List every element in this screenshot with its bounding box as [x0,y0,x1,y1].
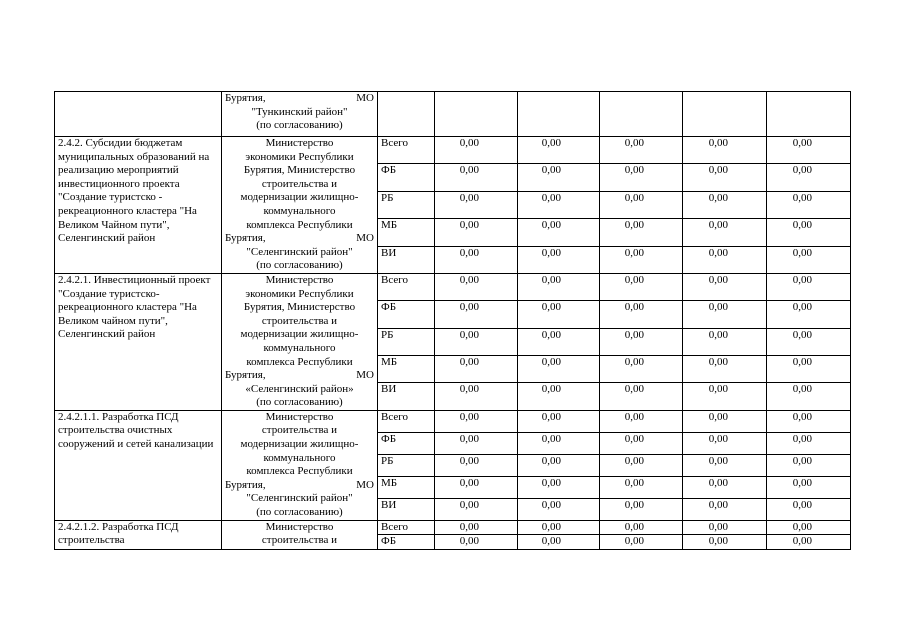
executor-line: (по согласованию) [256,119,343,132]
value-cell: 0,00 [767,246,851,272]
executor-line: Бурятия, Министерство [243,301,356,314]
executor-line: «Селенгинский район» [245,382,354,395]
executor-cell [222,520,378,549]
value-cell: 0,00 [435,432,518,454]
value-cell: 0,00 [435,246,518,272]
value-cell: 0,00 [518,535,600,549]
value-cell: 0,00 [683,137,767,164]
value-cell: 0,00 [518,191,600,218]
empty-cell [767,92,851,137]
value-cell: 0,00 [435,520,518,535]
value-cell: 0,00 [683,164,767,191]
value-cell: 0,00 [767,476,851,498]
fund-label: МБ [378,219,435,246]
value-cell: 0,00 [683,498,767,519]
executor-line: Министерство [265,410,334,423]
value-cell: 0,00 [600,164,683,191]
value-cell: 0,00 [683,432,767,454]
item-name-cell: 2.4.2.1.1. Разработка ПСД строительства очистных сооружений и сетей канализации [55,410,222,520]
value-cell: 0,00 [683,535,767,549]
executor-line: "Селенгинский район" [246,492,353,505]
value-cell: 0,00 [435,383,518,409]
item-name-cell: 2.4.2.1.2. Разработка ПСД строительства [55,520,222,549]
value-cell: 0,00 [600,273,683,300]
fund-label: МБ [378,476,435,498]
executor-line: комплекса Республики [246,218,353,231]
value-cell: 0,00 [600,498,683,519]
fund-label: Всего [378,520,435,535]
value-cell: 0,00 [600,476,683,498]
empty-cell [683,549,767,550]
value-cell: 0,00 [683,454,767,476]
value-cell: 0,00 [518,301,600,328]
value-cell: 0,00 [435,191,518,218]
value-cell: 0,00 [767,328,851,355]
item-name-cell: 2.4.2.1. Инвестиционный проект "Создание туристско-рекреационного кластера "На Великом чайном пути", Селенгинский район [55,273,222,410]
executor-line: Бурятия, МО [225,232,374,245]
value-cell: 0,00 [683,273,767,300]
table-row [55,410,851,432]
value-cell: 0,00 [518,498,600,519]
empty-cell [518,92,600,137]
value-cell: 0,00 [600,219,683,246]
executor-line: Бурятия, МО [225,369,374,382]
empty-cell [378,549,435,550]
value-cell: 0,00 [600,454,683,476]
fund-label: ФБ [378,432,435,454]
executor-line: "Тункинский район" [251,105,348,118]
value-cell: 0,00 [518,383,600,409]
value-cell: 0,00 [767,520,851,535]
executor-line: строительства и [261,424,338,437]
executor-line: (по согласованию) [256,396,343,409]
value-cell: 0,00 [767,164,851,191]
value-cell: 0,00 [518,137,600,164]
value-cell: 0,00 [600,356,683,383]
fund-label: ВИ [378,246,435,272]
fund-label: ФБ [378,301,435,328]
value-cell: 0,00 [518,454,600,476]
value-cell: 0,00 [518,328,600,355]
value-cell: 0,00 [767,454,851,476]
executor-cell [222,137,378,274]
empty-cell [435,549,518,550]
table-body [55,92,851,550]
value-cell: 0,00 [683,301,767,328]
executor-line: "Селенгинский район" [246,245,353,258]
executor-line: строительства и [261,534,338,547]
executor-line: коммунального [263,451,336,464]
value-cell: 0,00 [435,164,518,191]
value-cell: 0,00 [600,246,683,272]
executor-line: Министерство [265,137,334,149]
value-cell: 0,00 [767,498,851,519]
empty-cell [767,549,851,550]
fund-label: Всего [378,273,435,300]
value-cell: 0,00 [600,328,683,355]
value-cell: 0,00 [683,476,767,498]
value-cell: 0,00 [600,137,683,164]
value-cell: 0,00 [767,191,851,218]
value-cell: 0,00 [518,273,600,300]
value-cell: 0,00 [767,383,851,409]
value-cell: 0,00 [600,432,683,454]
executor-line: комплекса Республики [246,465,353,478]
value-cell: 0,00 [435,301,518,328]
value-cell: 0,00 [518,246,600,272]
value-cell: 0,00 [767,137,851,164]
value-cell: 0,00 [435,476,518,498]
value-cell: 0,00 [600,383,683,409]
executor-line: коммунального [263,204,336,217]
fund-label: ФБ [378,535,435,549]
value-cell: 0,00 [600,301,683,328]
value-cell: 0,00 [518,356,600,383]
executor-cell [222,410,378,520]
executor-line: комплекса Республики [246,355,353,368]
value-cell: 0,00 [767,219,851,246]
fund-label: МБ [378,356,435,383]
empty-cell [600,549,683,550]
value-cell: 0,00 [767,432,851,454]
value-cell: 0,00 [683,383,767,409]
table-row [55,520,851,535]
value-cell: 0,00 [518,164,600,191]
fund-label: РБ [378,454,435,476]
fund-label: РБ [378,191,435,218]
value-cell: 0,00 [683,191,767,218]
executor-line: Бурятия, Министерство [243,164,356,177]
item-name-cell: 2.4.2. Субсидии бюджетам муниципальных образований на реализацию мероприятий инвестиционного проекта "Создание туристско - рекреационного кластера "На Великом Чайном пути", Селенгинский район [55,137,222,274]
empty-cell [435,92,518,137]
value-cell: 0,00 [435,219,518,246]
executor-line: Министерство [265,520,334,533]
value-cell: 0,00 [767,301,851,328]
fund-label: ВИ [378,383,435,409]
value-cell: 0,00 [683,328,767,355]
fund-label: Всего [378,410,435,432]
table-row [55,137,851,164]
value-cell: 0,00 [518,520,600,535]
fund-label: РБ [378,328,435,355]
value-cell: 0,00 [518,410,600,432]
value-cell: 0,00 [435,356,518,383]
value-cell: 0,00 [683,520,767,535]
value-cell: 0,00 [435,273,518,300]
value-cell: 0,00 [435,454,518,476]
fund-label: ФБ [378,164,435,191]
executor-line: модернизации жилищно- [240,191,359,204]
executor-line: Министерство [265,273,334,286]
value-cell: 0,00 [518,432,600,454]
value-cell: 0,00 [435,137,518,164]
value-cell: 0,00 [683,356,767,383]
value-cell: 0,00 [600,410,683,432]
name-cell [55,92,222,137]
executor-line: (по согласованию) [256,259,343,272]
value-cell: 0,00 [600,520,683,535]
empty-cell [600,92,683,137]
value-cell: 0,00 [683,219,767,246]
executor-line: коммунального [263,341,336,354]
table-row [55,273,851,300]
value-cell: 0,00 [518,219,600,246]
executor-line: экономики Республики [245,287,354,300]
executor-line: модернизации жилищно- [240,328,359,341]
executor-line: Бурятия, МО [225,92,374,104]
value-cell: 0,00 [435,498,518,519]
empty-cell [683,92,767,137]
executor-line: экономики Республики [245,150,354,163]
executor-line: строительства и [261,177,338,190]
value-cell: 0,00 [600,535,683,549]
value-cell: 0,00 [767,273,851,300]
executor-line: строительства и [261,314,338,327]
empty-cell [378,92,435,137]
fund-label: ВИ [378,498,435,519]
budget-table [54,91,851,550]
value-cell: 0,00 [683,246,767,272]
empty-cell [518,549,600,550]
executor-line: Бурятия, МО [225,478,374,491]
value-cell: 0,00 [600,191,683,218]
executor-cell [222,92,378,137]
executor-line: (по согласованию) [256,506,343,519]
table-row [55,92,851,137]
value-cell: 0,00 [767,535,851,549]
executor-line: модернизации жилищно- [240,438,359,451]
value-cell: 0,00 [518,476,600,498]
value-cell: 0,00 [767,410,851,432]
value-cell: 0,00 [435,328,518,355]
executor-cell [222,273,378,410]
value-cell: 0,00 [435,535,518,549]
fund-label: Всего [378,137,435,164]
value-cell: 0,00 [435,410,518,432]
value-cell: 0,00 [683,410,767,432]
value-cell: 0,00 [767,356,851,383]
